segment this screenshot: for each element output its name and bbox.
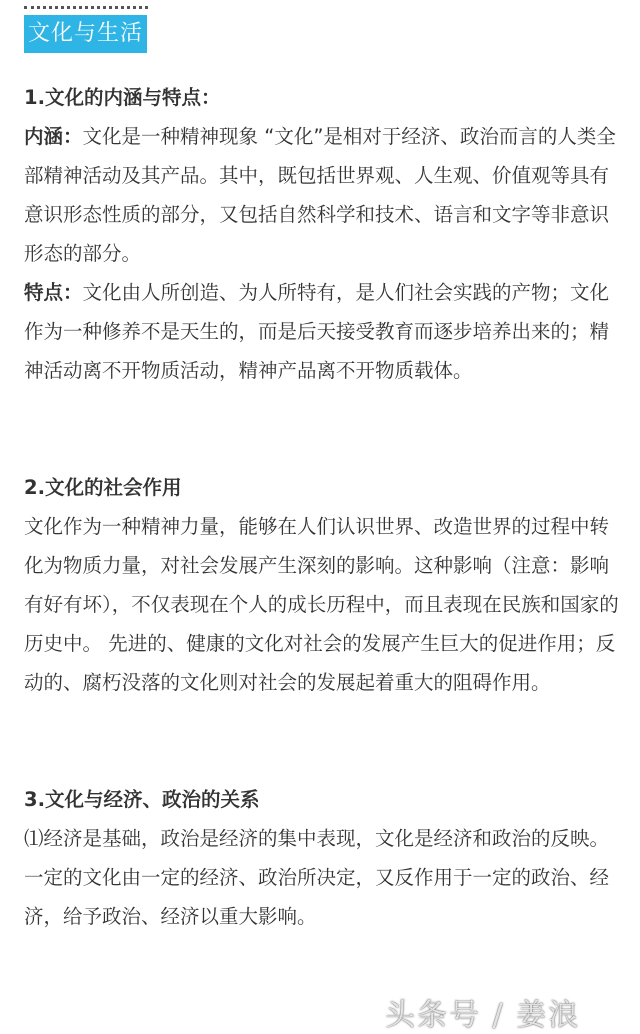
section-1-heading: 1.文化的内涵与特点： — [24, 86, 221, 109]
paragraph-lead-label: 特点： — [24, 281, 83, 304]
paragraph-text: 文化由人所创造、为人所特有，是人们社会实践的产物；文化作为一种修养不是天生的，而是后天接受教育而逐步培养出来的；精神活动离不开物质活动，精神产品离不开物质载体。 — [24, 281, 610, 382]
paragraph-text: ⑴经济是基础，政治是经济的集中表现，文化是经济和政治的反映。一定的文化由一定的经济、政治所决定，又反作用于一定的政治、经济，给予政治、经济以重大影响。 — [24, 827, 610, 928]
section-3-paragraph-1 — [24, 819, 620, 936]
section-gap — [24, 429, 620, 468]
watermark: 头条号 / 姜浪 — [385, 998, 581, 1033]
article-body — [24, 78, 620, 936]
section-3-heading: 3.文化与经济、政治的关系 — [24, 788, 260, 811]
section-1-paragraph-2 — [24, 273, 620, 390]
section-2-heading: 2.文化的社会作用 — [24, 476, 182, 499]
section-gap — [24, 702, 620, 741]
paragraph-text: 文化作为一种精神力量，能够在人们认识世界、改造世界的过程中转化为物质力量，对社会发展产生深刻的影响。这种影响（注意：影响有好有坏），不仅表现在个人的成长历程中，而且表现在民族和国家的历史中。 先进的、健康的文化对社会的发展产生巨大的促进作用；反动的、腐朽没落的文化则对社会的发展起着重大的阻碍作用。 — [24, 515, 619, 694]
paragraph-lead-label: 内涵： — [24, 125, 83, 148]
section-gap — [24, 741, 620, 780]
dotted-divider — [24, 6, 148, 9]
paragraph-text: 文化是一种精神现象 “文化”是相对于经济、政治而言的人类全部精神活动及其产品。其中，既包括世界观、人生观、价值观等具有意识形态性质的部分，又包括自然科学和技术、语言和文字等非意识形态的部分。 — [24, 125, 616, 265]
section-gap — [24, 390, 620, 429]
section-tag: 文化与生活 — [24, 15, 147, 53]
section-2-paragraph-1 — [24, 507, 620, 702]
section-1-paragraph-1 — [24, 117, 620, 273]
